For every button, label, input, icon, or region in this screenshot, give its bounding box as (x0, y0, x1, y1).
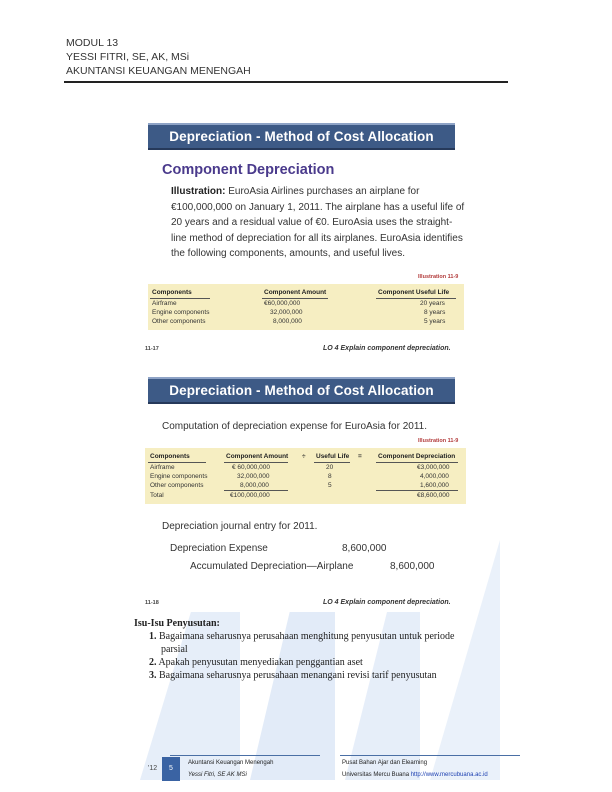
footer-rule-left (170, 755, 320, 756)
illustration-body: EuroAsia Airlines purchases an airplane for €100,000,000 on January 1, 2011. The airplane has a useful life of 20 years and a residual value of €0. EuroAsia uses the straight-line method of depreciation for all its airplanes. EuroAsia identifies the following components, amounts, and useful lives. (171, 186, 465, 259)
footer-author: Yessi Fitri, SE AK MSi (188, 772, 247, 778)
list-text: Bagaimana seharusnya perusahaan menghitung penyusutan untuk periode (159, 631, 455, 642)
table-cell: 20 years (420, 300, 445, 307)
table-cell: €100,000,000 (230, 492, 270, 499)
table-cell: 1,600,000 (420, 482, 449, 489)
illustration-tag: Illustration 11-9 (418, 274, 459, 280)
list-text: Apakah penyusutan menyediakan penggantian aset (158, 657, 363, 668)
table-cell: €3,000,000 (417, 464, 450, 471)
list-item-continuation: parsial (161, 644, 188, 655)
table-cell: 5 years (424, 318, 446, 325)
table-cell: 8 (328, 473, 332, 480)
learning-objective: LO 4 Explain component depreciation. (323, 345, 451, 352)
footer-univ-name: Universitas Mercu Buana (342, 772, 410, 778)
th-underline (150, 298, 210, 299)
table-cell: Other components (152, 318, 206, 325)
illustration-text (171, 184, 467, 262)
computation-intro: Computation of depreciation expense for EuroAsia for 2011. (162, 421, 427, 432)
slide-banner: Depreciation - Method of Cost Allocation (148, 377, 455, 404)
table-cell: 8,000,000 (273, 318, 302, 325)
table-cell: Total (150, 492, 164, 499)
slide-banner: Depreciation - Method of Cost Allocation (148, 123, 455, 150)
learning-objective: LO 4 Explain component depreciation. (323, 599, 451, 606)
journal-credit-label: Accumulated Depreciation—Airplane (190, 561, 354, 572)
slide-component-depreciation (140, 118, 472, 362)
th-components: Components (150, 453, 190, 460)
table-cell: Airframe (152, 300, 177, 307)
author-label: YESSI FITRI, SE, AK, MSi (66, 51, 190, 63)
table-cell: 8,000,000 (240, 482, 269, 489)
table-cell: 4,000,000 (420, 473, 449, 480)
th-underline (376, 298, 456, 299)
list-text: Bagaimana seharusnya perusahaan menangani revisi tarif penyusutan (159, 670, 437, 681)
document-header (66, 36, 251, 78)
footer-rule-right (340, 755, 520, 756)
th-underline (148, 462, 206, 463)
footer-center: Pusat Bahan Ajar dan Elearning (342, 760, 428, 766)
list-number: 1. (149, 631, 157, 642)
table-cell: 20 (326, 464, 334, 471)
table-cell: €60,000,000 (264, 300, 301, 307)
th-equals: = (358, 453, 362, 460)
table-cell: Other components (150, 482, 204, 489)
th-underline (314, 462, 350, 463)
slide-subheading: Component Depreciation (162, 162, 335, 178)
th-useful-life: Useful Life (316, 453, 350, 460)
table-cell: 8 years (424, 309, 446, 316)
module-label: MODUL 13 (66, 37, 119, 49)
journal-credit-amount: 8,600,000 (390, 561, 435, 572)
footer-year: '12 (148, 765, 158, 772)
table-cell: Engine components (152, 309, 210, 316)
th-component-amount: Component Amount (264, 289, 327, 296)
footer-course: Akuntansi Keuangan Menengah (188, 760, 274, 766)
total-rule (376, 490, 458, 491)
list-item (134, 669, 454, 682)
list-number: 3. (149, 670, 157, 681)
th-underline (224, 462, 288, 463)
slide-page-number: 11-17 (145, 346, 159, 352)
slide-depreciation-computation (140, 372, 472, 612)
table-cell: €8,600,000 (417, 492, 450, 499)
footer-university (342, 772, 488, 778)
illustration-tag: Illustration 11-9 (418, 438, 459, 444)
table-cell: 5 (328, 482, 332, 489)
illustration-label: Illustration: (171, 186, 226, 197)
list-item (134, 656, 454, 669)
issues-title: Isu-Isu Penyusutan: (134, 618, 220, 629)
header-rule (64, 81, 508, 83)
th-components: Components (152, 289, 192, 296)
journal-debit-amount: 8,600,000 (342, 543, 387, 554)
table-cell: 32,000,000 (237, 473, 270, 480)
journal-title: Depreciation journal entry for 2011. (162, 521, 318, 532)
course-label: AKUNTANSI KEUANGAN MENENGAH (66, 65, 251, 77)
table-cell: Engine components (150, 473, 208, 480)
list-item (134, 630, 454, 643)
list-number: 2. (149, 657, 157, 668)
footer-page-number: 5 (162, 757, 180, 781)
footer-url-link[interactable]: http://www.mercubuana.ac.id (410, 772, 488, 778)
total-rule (224, 490, 288, 491)
th-divide: ÷ (302, 453, 306, 460)
th-underline (376, 462, 458, 463)
th-useful-life: Component Useful Life (378, 289, 450, 296)
slide-page-number: 11-18 (145, 600, 159, 606)
table-cell: 32,000,000 (270, 309, 303, 316)
table-cell: € 60,000,000 (232, 464, 270, 471)
th-component-amount: Component Amount (226, 453, 289, 460)
table-cell: Airframe (150, 464, 175, 471)
depreciation-issues (134, 617, 454, 682)
journal-debit-label: Depreciation Expense (170, 543, 268, 554)
th-underline (262, 298, 328, 299)
th-component-depreciation: Component Depreciation (378, 453, 456, 460)
